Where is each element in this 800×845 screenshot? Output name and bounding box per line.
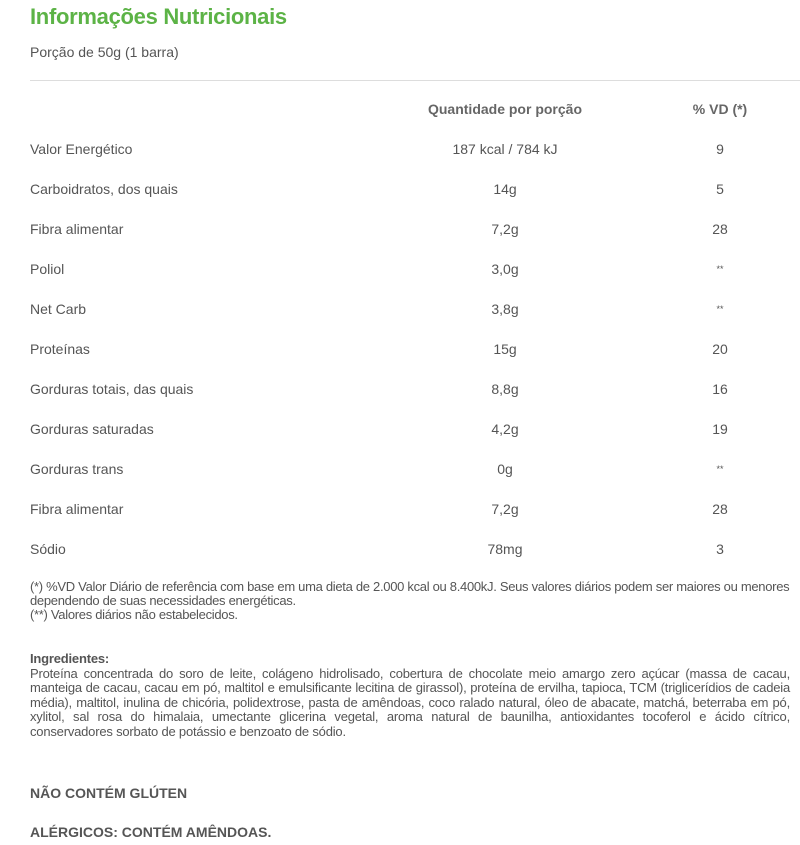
nutrient-vd: 16 [712, 381, 728, 397]
table-row [30, 379, 800, 399]
nutrient-label: Fibra alimentar [30, 501, 124, 517]
nutrient-quantity: 4,2g [491, 421, 519, 437]
table-row [30, 259, 800, 279]
nutrient-quantity: 14g [493, 181, 517, 197]
nutrient-label: Valor Energético [30, 141, 133, 157]
nutrient-quantity: 7,2g [491, 221, 519, 237]
quantity-header: Quantidade por porção [427, 101, 582, 117]
nutrient-vd: 9 [716, 141, 724, 157]
nutrient-vd: ** [716, 464, 724, 474]
nutrient-vd: 28 [712, 221, 728, 237]
nutrient-quantity: 187 kcal / 784 kJ [452, 141, 558, 157]
footnote-vd: (*) %VD Valor Diário de referência com base em uma dieta de 2.000 kcal ou 8.400kJ. Seus valores diários podem ser maiores ou menores dependendo de suas necessidades energéticas. [30, 579, 790, 608]
table-row [30, 219, 800, 239]
table-row [30, 179, 800, 199]
nutrient-quantity: 78mg [487, 541, 523, 557]
table-row [30, 539, 800, 559]
nutrient-vd: ** [716, 304, 724, 314]
table-row [30, 419, 800, 439]
nutrient-label: Carboidratos, dos quais [30, 181, 178, 197]
nutrient-label: Poliol [30, 261, 65, 277]
table-row [30, 339, 800, 359]
nutrient-label: Net Carb [30, 301, 87, 317]
nutrient-quantity: 8,8g [491, 381, 519, 397]
footnote-not-established: (**) Valores diários não estabelecidos. [30, 607, 238, 622]
nutrient-quantity: 3,0g [491, 261, 519, 277]
nutrient-vd: 5 [716, 181, 724, 197]
nutrient-label: Fibra alimentar [30, 221, 124, 237]
footnotes [30, 580, 795, 622]
table-row [30, 139, 800, 159]
page-title: Informações Nutricionais [30, 4, 287, 29]
table-row [30, 299, 800, 319]
nutrient-quantity: 15g [493, 341, 517, 357]
nutrient-quantity: 7,2g [491, 501, 519, 517]
allergen-notice: ALÉRGICOS: CONTÉM AMÊNDOAS. [30, 824, 272, 840]
ingredients-heading: Ingredientes: [30, 651, 110, 666]
nutrient-vd: 20 [712, 341, 728, 357]
nutrient-label: Gorduras trans [30, 461, 124, 477]
table-header [30, 99, 800, 119]
nutrient-vd: 3 [716, 541, 724, 557]
portion-size: Porção de 50g (1 barra) [30, 44, 179, 60]
table-row [30, 499, 800, 519]
gluten-notice: NÃO CONTÉM GLÚTEN [30, 785, 188, 801]
nutrient-vd: ** [716, 264, 724, 274]
nutrient-quantity: 0g [497, 461, 513, 477]
nutrient-vd: 19 [712, 421, 728, 437]
ingredients-text: Proteína concentrada do soro de leite, colágeno hidrolisado, cobertura de chocolate meio amargo zero açúcar (massa de cacau, manteiga de cacau, cacau em pó, maltitol e emulsificante lecitina de girassol), proteína de ervilha, tapioca, TCM (triglicerídios de cadeia média), maltitol, inulina de chicória, polidextrose, pasta de amêndoas, coco ralado natural, óleo de abacate, matchá, beterraba em pó, xylitol, sal rosa do himalaia, umectante glicerina vegetal, aroma natural de baunilha, antioxidantes tocoferol e ácido cítrico, conservadores sorbato de potássio e benzoato de sódio. [30, 665, 790, 739]
table-row [30, 459, 800, 479]
nutrient-label: Proteínas [30, 341, 90, 357]
ingredients [30, 652, 790, 739]
vd-header: % VD (*) [692, 101, 748, 117]
divider [30, 80, 800, 81]
nutrient-label: Gorduras totais, das quais [30, 381, 194, 397]
nutrient-vd: 28 [712, 501, 728, 517]
nutrient-label: Gorduras saturadas [30, 421, 154, 437]
nutrient-quantity: 3,8g [491, 301, 519, 317]
nutrient-label: Sódio [30, 541, 66, 557]
